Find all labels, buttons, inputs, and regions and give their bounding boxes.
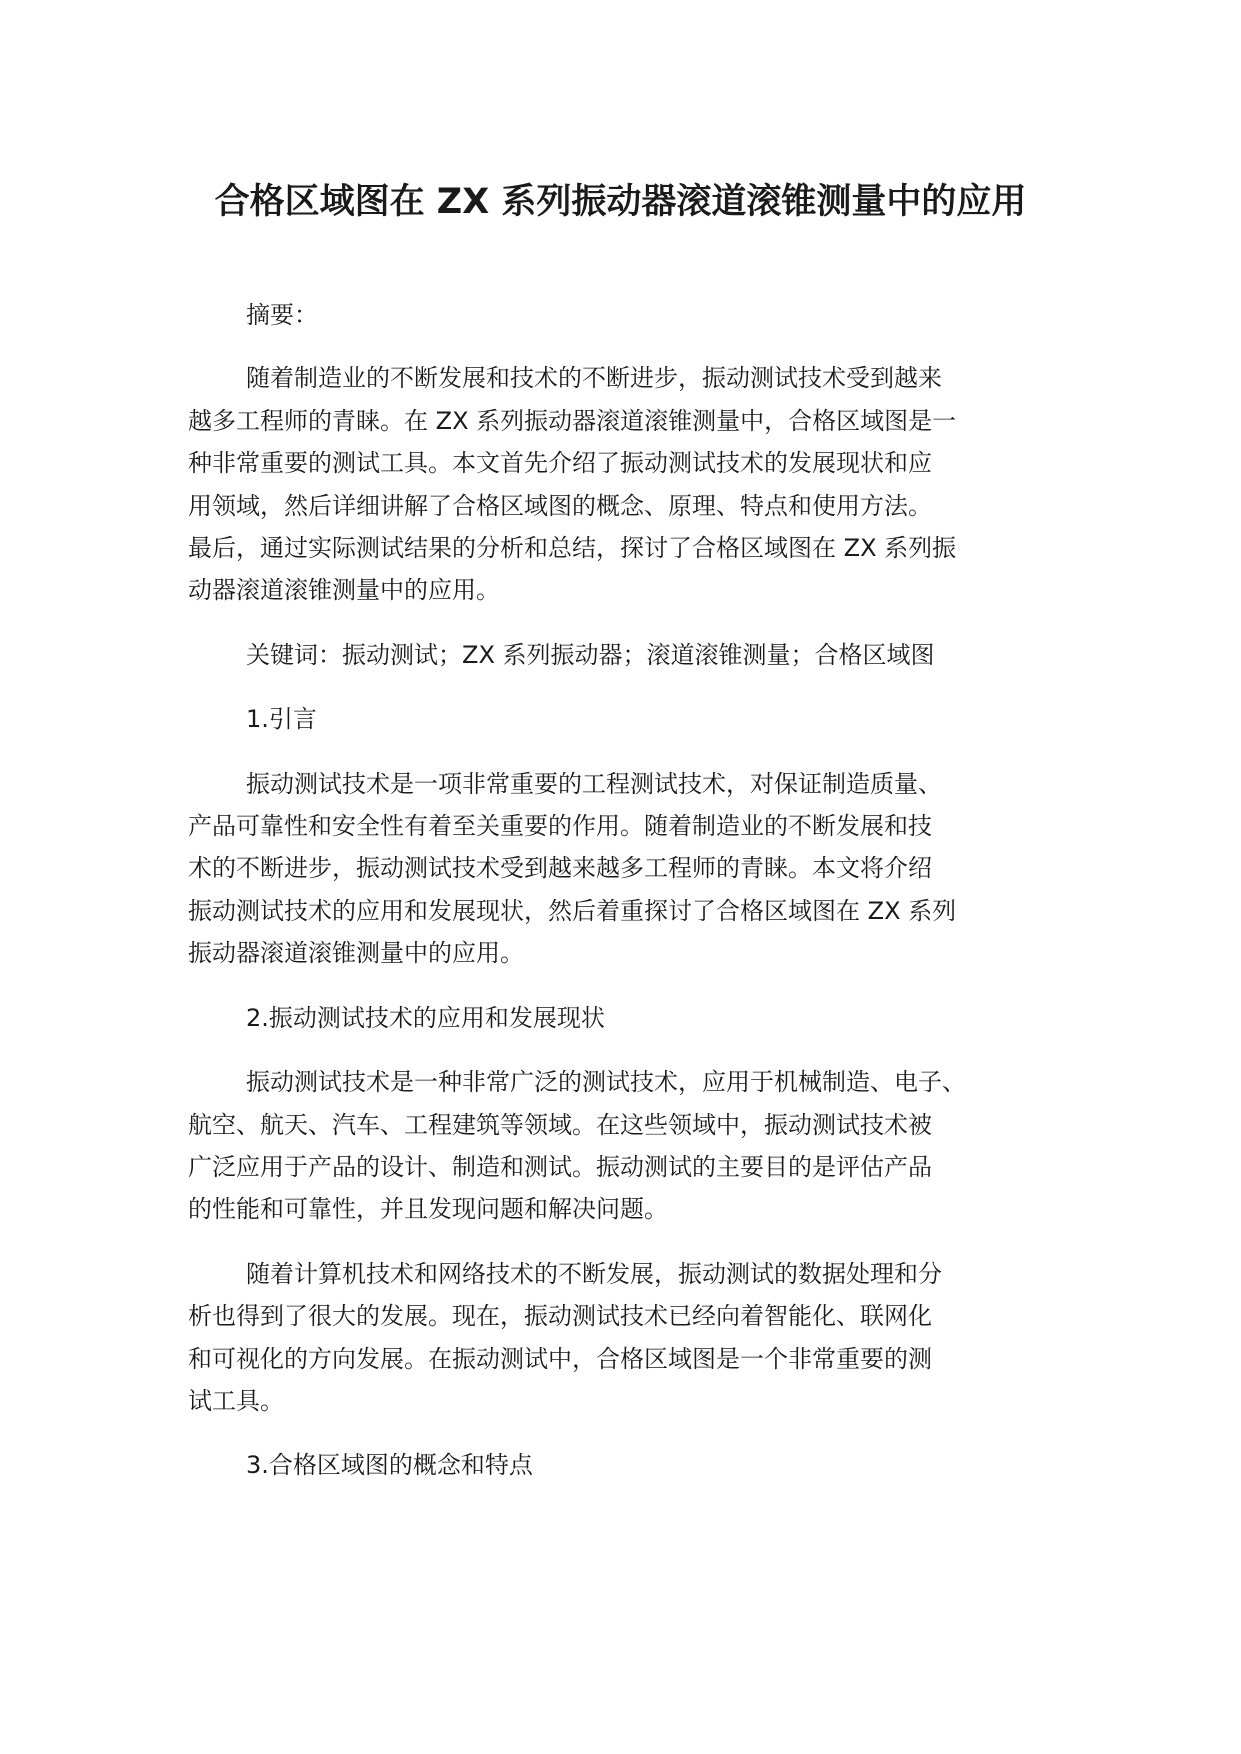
keywords: 关键词：振动测试；ZX 系列振动器；滚道滚锥测量；合格区域图 bbox=[246, 640, 935, 669]
section-heading: 3.合格区域图的概念和特点 bbox=[246, 1451, 533, 1480]
abstract-paragraph: 随着制造业的不断发展和技术的不断进步，振动测试技术受到越来 越多工程师的青睐。在 ZX 系列振动器滚道滚锥测量中，合格区域图是一 种非常重要的测试工具。本文首先介绍了振动测试技术的发展现状和应 用领域，然后详细讲解了合格区域图的概念、原理、特点和使用方法。 最后，通过实际测试结果的分析和总结，探讨了合格区域图在 ZX 系列振 动器滚道滚锥测量中的应用。 bbox=[188, 364, 957, 605]
abstract-label: 摘要： bbox=[246, 301, 318, 329]
section-heading: 1.引言 bbox=[246, 705, 317, 734]
section-heading: 2.振动测试技术的应用和发展现状 bbox=[246, 1003, 605, 1032]
document-body bbox=[188, 294, 1068, 1487]
paragraph: 随着计算机技术和网络技术的不断发展，振动测试的数据处理和分 析也得到了很大的发展。现在，振动测试技术已经向着智能化、联网化 和可视化的方向发展。在振动测试中，合格区域图是一个非常重要的测 试工具。 bbox=[188, 1259, 942, 1415]
paragraph: 振动测试技术是一项非常重要的工程测试技术，对保证制造质量、 产品可靠性和安全性有着至关重要的作用。随着制造业的不断发展和技 术的不断进步，振动测试技术受到越来越多工程师的青睐。本文将介绍 振动测试技术的应用和发展现状，然后着重探讨了合格区域图在 ZX 系列 振动器滚道滚锥测量中的应用。 bbox=[188, 769, 957, 968]
document-title: 合格区域图在 ZX 系列振动器滚道滚锥测量中的应用 bbox=[214, 182, 1027, 222]
paragraph: 振动测试技术是一种非常广泛的测试技术，应用于机械制造、电子、 航空、航天、汽车、工程建筑等领域。在这些领域中，振动测试技术被 广泛应用于产品的设计、制造和测试。振动测试的主要目的是评估产品 的性能和可靠性，并且发现问题和解决问题。 bbox=[188, 1068, 966, 1224]
